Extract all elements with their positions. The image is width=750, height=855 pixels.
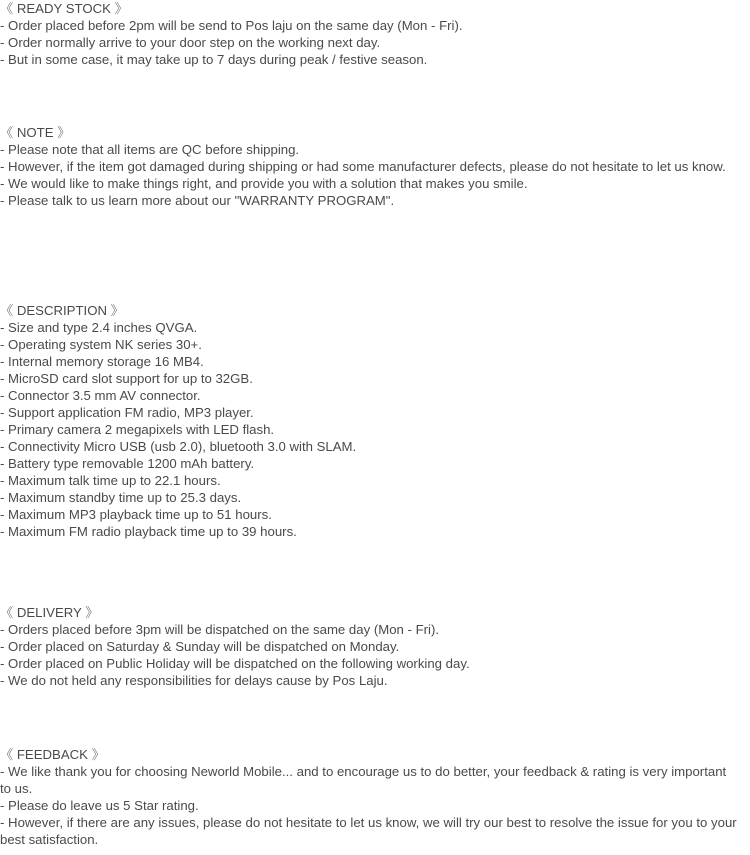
description-line: - MicroSD card slot support for up to 32GB. [0, 371, 253, 386]
feedback-line: - However, if there are any issues, please do not hesitate to let us know, we will try our best to resolve the issue for you to your best satisfaction. [0, 815, 737, 847]
description-heading: 《 DESCRIPTION 》 [0, 303, 124, 318]
feedback-line: - Please do leave us 5 Star rating. [0, 798, 199, 813]
description-line: - Support application FM radio, MP3 player. [0, 405, 254, 420]
description-line: - Maximum MP3 playback time up to 51 hours. [0, 507, 272, 522]
description-line: - Connectivity Micro USB (usb 2.0), bluetooth 3.0 with SLAM. [0, 439, 357, 454]
note-line: - We would like to make things right, and provide you with a solution that makes you smile. [0, 176, 528, 191]
description-line: - Maximum FM radio playback time up to 39 hours. [0, 524, 297, 539]
description-line: - Internal memory storage 16 MB4. [0, 354, 204, 369]
feedback-heading: 《 FEEDBACK 》 [0, 747, 105, 762]
note-line: - Please note that all items are QC before shipping. [0, 142, 300, 157]
ready-stock-line: - Order normally arrive to your door step on the working next day. [0, 35, 381, 50]
description-line: - Connector 3.5 mm AV connector. [0, 388, 201, 403]
delivery-line: - We do not held any responsibilities for delays cause by Pos Laju. [0, 673, 388, 688]
description-line: - Size and type 2.4 inches QVGA. [0, 320, 198, 335]
description-line: - Maximum standby time up to 25.3 days. [0, 490, 242, 505]
ready-stock-line: - Order placed before 2pm will be send to Pos laju on the same day (Mon - Fri). [0, 18, 463, 33]
delivery-line: - Order placed on Public Holiday will be dispatched on the following working day. [0, 656, 470, 671]
description-line: - Maximum talk time up to 22.1 hours. [0, 473, 221, 488]
delivery-section [0, 604, 740, 689]
note-line: - Please talk to us learn more about our "WARRANTY PROGRAM". [0, 193, 395, 208]
delivery-heading: 《 DELIVERY 》 [0, 605, 99, 620]
feedback-line: - We like thank you for choosing Neworld Mobile... and to encourage us to do better, your feedback & rating is very important to us. [0, 764, 727, 796]
description-line: - Battery type removable 1200 mAh battery. [0, 456, 255, 471]
delivery-line: - Order placed on Saturday & Sunday will be dispatched on Monday. [0, 639, 400, 654]
note-line: - However, if the item got damaged during shipping or had some manufacturer defects, please do not hesitate to let us know. [0, 159, 726, 174]
delivery-line: - Orders placed before 3pm will be dispatched on the same day (Mon - Fri). [0, 622, 440, 637]
feedback-section [0, 746, 740, 848]
description-line: - Operating system NK series 30+. [0, 337, 202, 352]
note-heading: 《 NOTE 》 [0, 125, 71, 140]
ready-stock-heading: 《 READY STOCK 》 [0, 1, 128, 16]
ready-stock-section [0, 0, 740, 68]
ready-stock-line: - But in some case, it may take up to 7 days during peak / festive season. [0, 52, 428, 67]
description-line: - Primary camera 2 megapixels with LED flash. [0, 422, 275, 437]
description-section [0, 302, 740, 540]
note-section [0, 124, 740, 209]
